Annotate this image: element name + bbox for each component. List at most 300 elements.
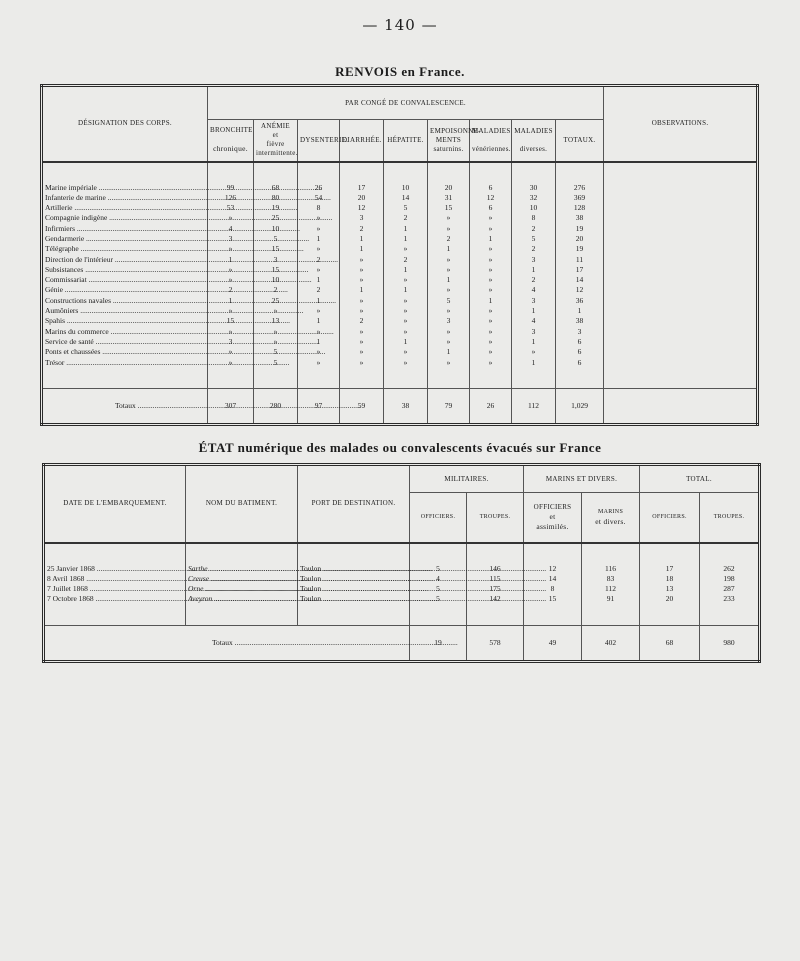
destination-port (298, 564, 410, 574)
spacer-cell (340, 162, 384, 183)
value-cell: 5 (512, 234, 556, 244)
value-cell: » (470, 224, 512, 234)
value-cell: 1 (208, 296, 254, 306)
value-cell: 5 (384, 203, 428, 213)
value-cell: 1 (208, 255, 254, 265)
renvois-body (42, 162, 758, 425)
corps-name (42, 316, 208, 326)
corps-name (42, 224, 208, 234)
corps-name-text: Constructions navales ..... (45, 296, 205, 306)
value-cell: » (340, 327, 384, 337)
value-cell: 6 (556, 358, 604, 368)
marins-group-header: MARINS ET DIVERS. (524, 465, 640, 493)
value-cell: » (340, 255, 384, 265)
corps-name (42, 358, 208, 368)
value-cell: » (298, 358, 340, 368)
value-cell: 12 (470, 193, 512, 203)
mil-officiers-header: OFFICIERS. (410, 493, 467, 543)
observation-cell (604, 285, 758, 295)
value-cell: 1 (512, 265, 556, 275)
col-maladies-veneriennes-header: MALADIES vénériennes. (470, 120, 512, 162)
destination-port-text: Toulon ..... (300, 564, 407, 574)
value-cell: » (470, 347, 512, 357)
ship-name-text: Creuse ..... (188, 574, 295, 584)
table-row (42, 244, 758, 254)
value-cell: 1 (340, 285, 384, 295)
value-cell: 31 (428, 193, 470, 203)
value-cell: » (384, 306, 428, 316)
value-cell: 15 (428, 203, 470, 213)
spacer-cell (410, 543, 467, 564)
total-cell: 578 (467, 625, 524, 661)
value-cell: 2 (384, 213, 428, 223)
corps-name-text: Ponts et chaussées ..... (45, 347, 205, 357)
value-cell: » (512, 347, 556, 357)
value-cell: 2 (340, 224, 384, 234)
spacer-cell (428, 162, 470, 183)
corps-name-text: Artillerie ..... (45, 203, 205, 213)
value-cell: » (208, 327, 254, 337)
corps-name (42, 347, 208, 357)
renvois-title: RENVOIS en France. (335, 64, 465, 79)
value-cell: 3 (512, 296, 556, 306)
spacer-cell (512, 368, 556, 389)
value-cell: 3 (556, 327, 604, 337)
spacer-cell (42, 368, 208, 389)
value-cell: » (298, 244, 340, 254)
value-cell: 3 (512, 255, 556, 265)
etat-ship-header: NOM DU BATIMENT. (186, 465, 298, 543)
value-cell: 10 (384, 183, 428, 193)
value-cell: 12 (340, 203, 384, 213)
value-cell: » (428, 213, 470, 223)
table-row (42, 255, 758, 265)
page-number: — 140 — (362, 16, 438, 34)
value-cell: 1 (512, 337, 556, 347)
value-cell: » (428, 306, 470, 316)
value-cell: » (428, 327, 470, 337)
observation-cell (604, 203, 758, 213)
observation-cell (604, 213, 758, 223)
value-cell: 5 (254, 234, 298, 244)
value-cell: » (470, 213, 512, 223)
value-cell: 2 (512, 275, 556, 285)
value-cell: 2 (512, 224, 556, 234)
corps-name (42, 193, 208, 203)
corps-name (42, 285, 208, 295)
value-cell: 13 (254, 316, 298, 326)
totals-label-text: Totaux ..... (47, 638, 407, 647)
value-cell: 5 (410, 594, 467, 604)
table-row (44, 584, 760, 594)
corps-name (42, 337, 208, 347)
value-cell: » (298, 213, 340, 223)
value-cell: 1 (340, 244, 384, 254)
value-cell: 1 (512, 358, 556, 368)
corps-name-text: Spahis ..... (45, 316, 205, 326)
value-cell: » (384, 358, 428, 368)
spacer-cell (604, 368, 758, 389)
value-cell: 198 (700, 574, 760, 584)
table-row (42, 316, 758, 326)
value-cell: » (298, 306, 340, 316)
value-cell: 1 (384, 265, 428, 275)
value-cell: 2 (254, 285, 298, 295)
table-row (42, 265, 758, 275)
value-cell: » (470, 316, 512, 326)
value-cell: » (208, 347, 254, 357)
value-cell: » (428, 358, 470, 368)
total-cell: 19 (410, 625, 467, 661)
value-cell: 14 (556, 275, 604, 285)
embarkation-date (44, 594, 186, 604)
value-cell: » (254, 306, 298, 316)
embarkation-date-text: 7 Juillet 1868 ..... (47, 584, 183, 594)
etat-table (42, 463, 761, 663)
convalescence-group-header: PAR CONGÉ DE CONVALESCENCE. (208, 86, 604, 120)
embarkation-date-text: 25 Janvier 1868 ..... (47, 564, 183, 574)
spacer-cell (254, 368, 298, 389)
value-cell: » (298, 327, 340, 337)
corps-name (42, 213, 208, 223)
value-cell: » (470, 244, 512, 254)
value-cell: 26 (298, 183, 340, 193)
observations-header: OBSERVATIONS. (604, 86, 758, 162)
value-cell: » (340, 265, 384, 275)
etat-date-header: DATE DE L'EMBARQUEMENT. (44, 465, 186, 543)
col-anemie-header: ANÉMIE et fièvre intermittente. (254, 120, 298, 162)
mil-troupes-header: TROUPES. (467, 493, 524, 543)
value-cell: 36 (556, 296, 604, 306)
value-cell: » (340, 296, 384, 306)
corps-name (42, 183, 208, 193)
value-cell: 1 (428, 275, 470, 285)
corps-name (42, 234, 208, 244)
total-group-header: TOTAL. (640, 465, 760, 493)
observation-cell (604, 316, 758, 326)
value-cell: 1 (512, 306, 556, 316)
value-cell: 14 (384, 193, 428, 203)
value-cell: » (470, 337, 512, 347)
value-cell: 5 (428, 296, 470, 306)
value-cell: » (428, 224, 470, 234)
observation-cell (604, 388, 758, 424)
table-row (42, 337, 758, 347)
value-cell: 3 (428, 316, 470, 326)
value-cell: 8 (524, 584, 582, 594)
totals-row (42, 388, 758, 424)
militaires-group-header: MILITAIRES. (410, 465, 524, 493)
value-cell: 6 (556, 337, 604, 347)
value-cell: » (208, 358, 254, 368)
table-row (42, 183, 758, 193)
value-cell: 4 (512, 285, 556, 295)
tot-troupes-header: TROUPES. (700, 493, 760, 543)
value-cell: 1 (428, 244, 470, 254)
value-cell: » (470, 306, 512, 316)
value-cell: 17 (640, 564, 700, 574)
spacer-cell (467, 605, 524, 626)
spacer-cell (410, 605, 467, 626)
total-cell: 112 (512, 388, 556, 424)
observation-cell (604, 265, 758, 275)
value-cell: 32 (512, 193, 556, 203)
table-row (42, 203, 758, 213)
col-hepatite-header: HÉPATITE. (384, 120, 428, 162)
value-cell: 68 (254, 183, 298, 193)
value-cell: » (208, 306, 254, 316)
value-cell: » (298, 224, 340, 234)
total-cell: 49 (524, 625, 582, 661)
value-cell: » (340, 306, 384, 316)
col-totaux-header: TOTAUX. (556, 120, 604, 162)
embarkation-date-text: 7 Octobre 1868 ..... (47, 594, 183, 604)
value-cell: 83 (582, 574, 640, 584)
table-row (42, 306, 758, 316)
value-cell: » (340, 337, 384, 347)
value-cell: 25 (254, 213, 298, 223)
value-cell: » (470, 285, 512, 295)
corps-name-text: Gendarmerie ..... (45, 234, 205, 244)
value-cell: » (470, 327, 512, 337)
spacer-cell (700, 605, 760, 626)
table-row (42, 327, 758, 337)
value-cell: 38 (556, 213, 604, 223)
embarkation-date (44, 564, 186, 574)
total-cell: 980 (700, 625, 760, 661)
value-cell: 276 (556, 183, 604, 193)
value-cell: 20 (640, 594, 700, 604)
corps-name (42, 244, 208, 254)
value-cell: 3 (208, 337, 254, 347)
table-row (44, 574, 760, 584)
value-cell: » (470, 265, 512, 275)
spacer-cell (640, 543, 700, 564)
table-row (44, 594, 760, 604)
embarkation-date (44, 584, 186, 594)
corps-name-text: Commissariat ..... (45, 275, 205, 285)
destination-port (298, 574, 410, 584)
value-cell: 1 (298, 337, 340, 347)
spacer-cell (384, 162, 428, 183)
corps-name (42, 275, 208, 285)
value-cell: 128 (556, 203, 604, 213)
value-cell: 17 (340, 183, 384, 193)
value-cell: » (298, 347, 340, 357)
value-cell: 15 (254, 265, 298, 275)
destination-port (298, 594, 410, 604)
designation-header: DÉSIGNATION DES CORPS. (42, 86, 208, 162)
value-cell: 115 (467, 574, 524, 584)
corps-name-text: Service de santé ..... (45, 337, 205, 347)
corps-name-text: Subsistances ..... (45, 265, 205, 275)
value-cell: 6 (470, 183, 512, 193)
value-cell: 126 (208, 193, 254, 203)
corps-name (42, 296, 208, 306)
value-cell: » (384, 275, 428, 285)
spacer-cell (582, 605, 640, 626)
corps-name-text: Génie ..... (45, 285, 205, 295)
ship-name-text: Orne ..... (188, 584, 295, 594)
ship-name (186, 574, 298, 584)
etat-body (44, 543, 760, 662)
value-cell: 142 (467, 594, 524, 604)
spacer-cell (44, 605, 186, 626)
table-row (42, 224, 758, 234)
corps-name (42, 255, 208, 265)
value-cell: 10 (254, 224, 298, 234)
value-cell: 1 (298, 234, 340, 244)
value-cell: 5 (254, 358, 298, 368)
value-cell: 1 (384, 224, 428, 234)
value-cell: 91 (582, 594, 640, 604)
value-cell: 12 (556, 285, 604, 295)
spacer-cell (512, 162, 556, 183)
mar-officiers-header: OFFICIERS et assimilés. (524, 493, 582, 543)
spacer-cell (524, 543, 582, 564)
spacer-cell (298, 543, 410, 564)
spacer-cell (470, 162, 512, 183)
value-cell: » (208, 275, 254, 285)
value-cell: 4 (208, 224, 254, 234)
corps-name (42, 327, 208, 337)
value-cell: 12 (524, 564, 582, 574)
col-diarrhee-header: DIARRHÉE. (340, 120, 384, 162)
spacer-cell (604, 162, 758, 183)
total-cell: 307 (208, 388, 254, 424)
spacer-cell (700, 543, 760, 564)
value-cell: 20 (340, 193, 384, 203)
value-cell: 2 (298, 285, 340, 295)
spacer-cell (384, 368, 428, 389)
value-cell: 5 (410, 564, 467, 574)
observation-cell (604, 224, 758, 234)
value-cell: 1 (384, 285, 428, 295)
value-cell: 8 (512, 213, 556, 223)
value-cell: 54 (298, 193, 340, 203)
ship-name (186, 584, 298, 594)
spacer-cell (582, 543, 640, 564)
spacer-cell (556, 162, 604, 183)
value-cell: » (470, 358, 512, 368)
corps-name-text: Infanterie de marine ..... (45, 193, 205, 203)
spacer-cell (524, 605, 582, 626)
value-cell: » (384, 244, 428, 254)
renvois-table (40, 84, 759, 426)
spacer-cell (298, 368, 340, 389)
totals-row (44, 625, 760, 661)
total-cell: 59 (340, 388, 384, 424)
spacer-cell (467, 543, 524, 564)
value-cell: 146 (467, 564, 524, 574)
value-cell: » (470, 275, 512, 285)
value-cell: 112 (582, 584, 640, 594)
corps-name-text: Trésor ..... (45, 358, 205, 368)
total-cell: 1,029 (556, 388, 604, 424)
value-cell: 3 (340, 213, 384, 223)
observation-cell (604, 306, 758, 316)
observation-cell (604, 347, 758, 357)
value-cell: » (384, 327, 428, 337)
observation-cell (604, 244, 758, 254)
value-cell: » (428, 337, 470, 347)
table-row (42, 347, 758, 357)
value-cell: 5 (410, 584, 467, 594)
spacer-cell (44, 543, 186, 564)
total-cell: 68 (640, 625, 700, 661)
spacer-cell (254, 162, 298, 183)
value-cell: 3 (208, 234, 254, 244)
corps-name-text: Direction de l'intérieur ..... (45, 255, 205, 265)
value-cell: 1 (384, 234, 428, 244)
embarkation-date-text: 8 Avril 1868 ..... (47, 574, 183, 584)
total-cell: 26 (470, 388, 512, 424)
corps-name-text: Télégraphe ..... (45, 244, 205, 254)
value-cell: 11 (556, 255, 604, 265)
table-row (42, 358, 758, 368)
value-cell: » (340, 358, 384, 368)
table-row (42, 193, 758, 203)
value-cell: 18 (640, 574, 700, 584)
table-row (44, 564, 760, 574)
observation-cell (604, 327, 758, 337)
value-cell: » (208, 213, 254, 223)
value-cell: » (384, 296, 428, 306)
value-cell: 10 (254, 275, 298, 285)
value-cell: 14 (524, 574, 582, 584)
spacer-cell (556, 368, 604, 389)
value-cell: 53 (208, 203, 254, 213)
observation-cell (604, 255, 758, 265)
value-cell: » (298, 265, 340, 275)
value-cell: 2 (512, 244, 556, 254)
value-cell: 6 (470, 203, 512, 213)
col-bronchite-header: BRONCHITE chronique. (208, 120, 254, 162)
value-cell: 17 (556, 265, 604, 275)
total-cell: 79 (428, 388, 470, 424)
value-cell: 1 (470, 234, 512, 244)
spacer-cell (298, 162, 340, 183)
corps-name-text: Compagnie indigène ..... (45, 213, 205, 223)
value-cell: 80 (254, 193, 298, 203)
spacer-cell (208, 162, 254, 183)
value-cell: 1 (298, 275, 340, 285)
total-cell: 97 (298, 388, 340, 424)
value-cell: » (254, 337, 298, 347)
value-cell: 13 (640, 584, 700, 594)
spacer-cell (340, 368, 384, 389)
value-cell: 3 (512, 327, 556, 337)
value-cell: 15 (254, 244, 298, 254)
corps-name (42, 306, 208, 316)
value-cell: 1 (556, 306, 604, 316)
value-cell: 99 (208, 183, 254, 193)
ship-name (186, 564, 298, 574)
value-cell: 369 (556, 193, 604, 203)
etat-port-header: PORT DE DESTINATION. (298, 465, 410, 543)
observation-cell (604, 275, 758, 285)
value-cell: 10 (512, 203, 556, 213)
value-cell: 5 (254, 347, 298, 357)
value-cell: 19 (556, 224, 604, 234)
value-cell: 1 (340, 234, 384, 244)
value-cell: 25 (254, 296, 298, 306)
observation-cell (604, 337, 758, 347)
total-cell: 402 (582, 625, 640, 661)
spacer-cell (640, 605, 700, 626)
value-cell: » (428, 265, 470, 275)
observation-cell (604, 193, 758, 203)
